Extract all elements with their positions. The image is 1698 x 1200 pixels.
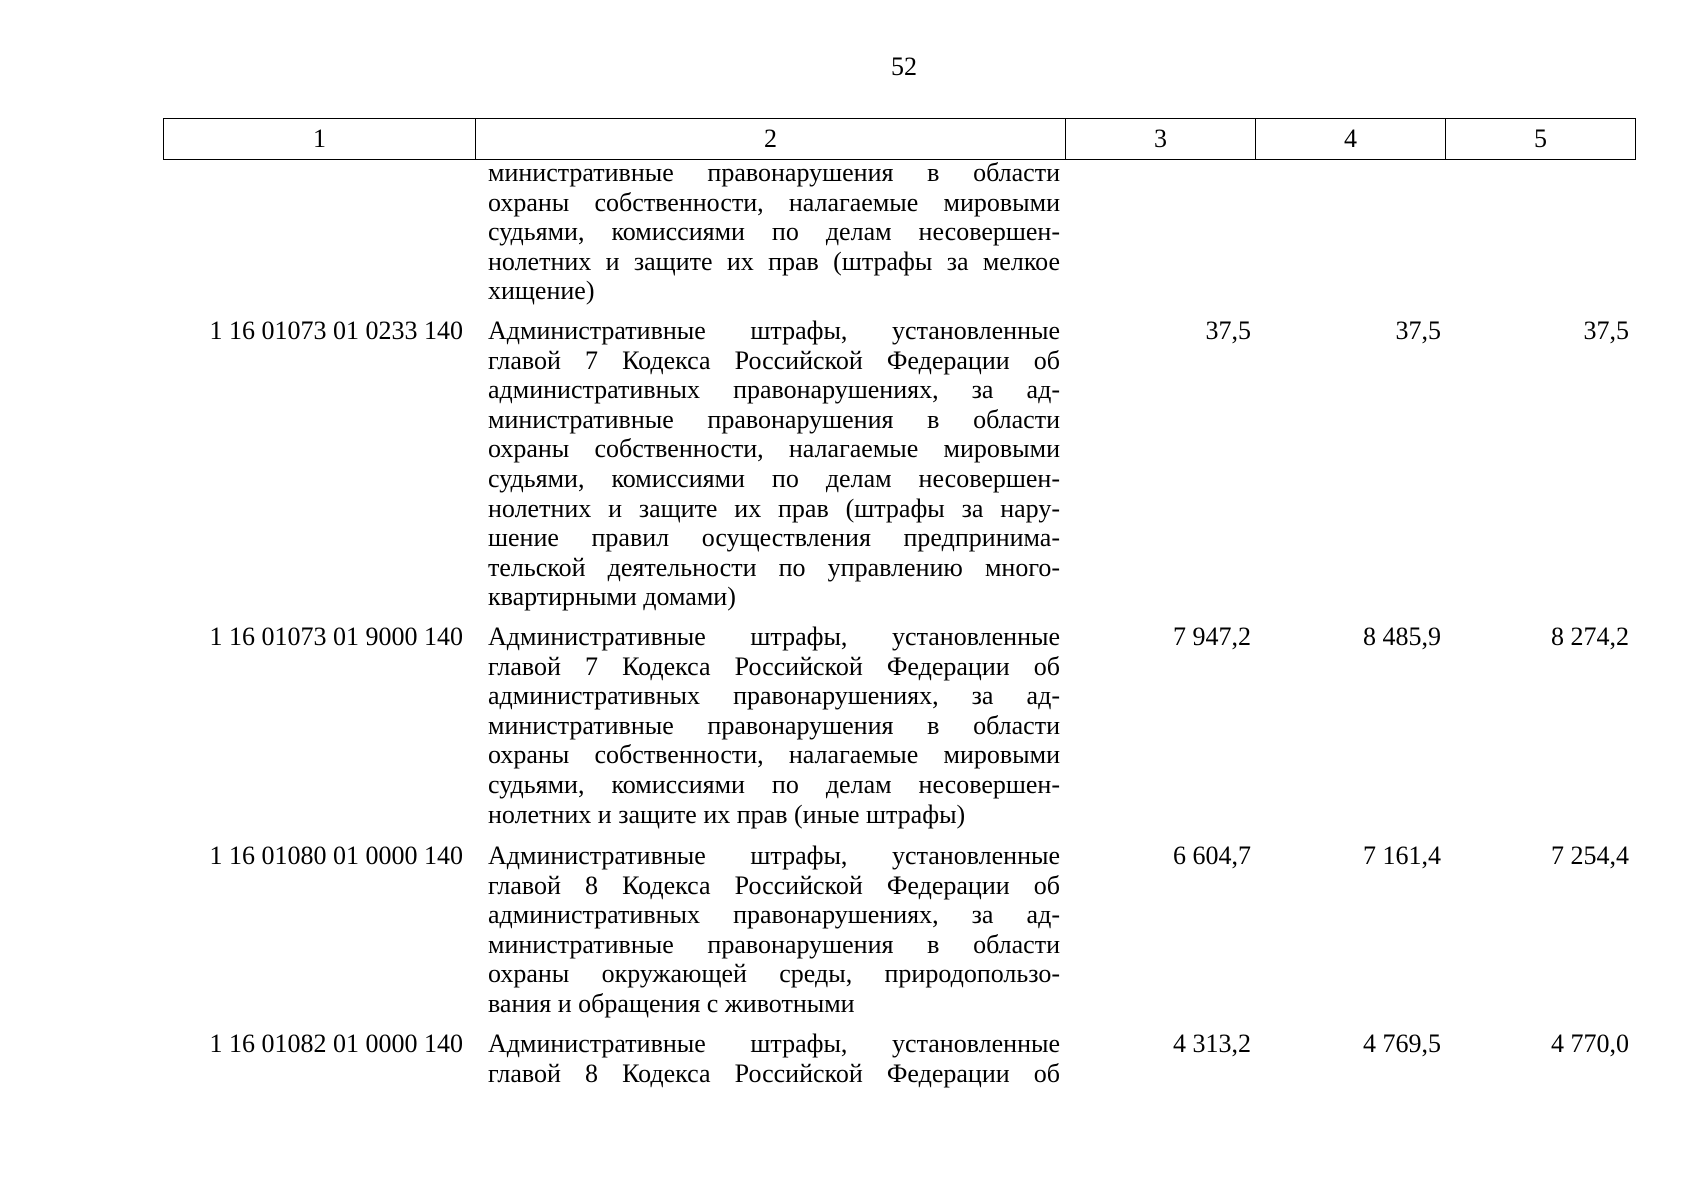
value-col-3: 4 313,2 — [1173, 1029, 1251, 1058]
value-col-3: 7 947,2 — [1173, 622, 1251, 651]
header-row — [164, 119, 1636, 160]
description-line: шение правил осуществления предпринима- — [488, 523, 1060, 553]
description-line: тельской деятельности по управлению много- — [488, 552, 1060, 582]
row-description — [488, 1029, 1060, 1088]
description-line: нолетних и защите их прав (иные штрафы) — [488, 799, 966, 829]
description-line: административных правонарушениях, за ад- — [488, 681, 1060, 711]
description-line: министративные правонарушения в области — [488, 158, 1060, 187]
description-line: охраны окружающей среды, природопользо- — [488, 959, 1060, 989]
page-number: 52 — [891, 52, 917, 81]
value-col-3: 37,5 — [1205, 316, 1251, 345]
description-line: административных правонарушениях, за ад- — [488, 375, 1060, 405]
row-description — [488, 841, 1060, 1019]
table-header — [163, 118, 1636, 160]
value-col-5: 4 770,0 — [1551, 1029, 1629, 1058]
column-header-3: 3 — [1066, 119, 1256, 160]
value-col-4: 7 161,4 — [1363, 841, 1441, 870]
description-line: Административные штрафы, установленные — [488, 841, 1060, 870]
description-line: главой 8 Кодекса Российской Федерации об — [488, 870, 1060, 900]
description-line: главой 7 Кодекса Российской Федерации об — [488, 345, 1060, 375]
description-line: административных правонарушениях, за ад- — [488, 900, 1060, 930]
row-description — [488, 316, 1060, 612]
value-col-4: 8 485,9 — [1363, 622, 1441, 651]
value-col-5: 37,5 — [1583, 316, 1629, 345]
description-line: нолетних и защите их прав (штрафы за нару- — [488, 493, 1060, 523]
description-line: Административные штрафы, установленные — [488, 622, 1060, 651]
description-line: квартирными домами) — [488, 582, 736, 612]
column-header-2: 2 — [476, 119, 1066, 160]
budget-code: 1 16 01073 01 0233 140 — [209, 316, 463, 345]
budget-code: 1 16 01082 01 0000 140 — [209, 1029, 463, 1058]
value-col-3: 6 604,7 — [1173, 841, 1251, 870]
continuation-description — [488, 158, 1060, 306]
description-line: Административные штрафы, установленные — [488, 1029, 1060, 1058]
description-line: судьями, комиссиями по делам несовершен- — [488, 217, 1060, 247]
value-col-5: 7 254,4 — [1551, 841, 1629, 870]
description-line: судьями, комиссиями по делам несовершен- — [488, 463, 1060, 493]
description-line: Административные штрафы, установленные — [488, 316, 1060, 345]
description-line: главой 8 Кодекса Российской Федерации об — [488, 1058, 1060, 1088]
description-line: министративные правонарушения в области — [488, 404, 1060, 434]
description-line: главой 7 Кодекса Российской Федерации об — [488, 651, 1060, 681]
description-line: судьями, комиссиями по делам несовершен- — [488, 769, 1060, 799]
column-header-1: 1 — [164, 119, 476, 160]
value-col-4: 4 769,5 — [1363, 1029, 1441, 1058]
budget-code: 1 16 01073 01 9000 140 — [209, 622, 463, 651]
description-line: охраны собственности, налагаемые мировыми — [488, 187, 1060, 217]
description-line: нолетних и защите их прав (штрафы за мелкое — [488, 246, 1060, 276]
budget-code: 1 16 01080 01 0000 140 — [209, 841, 463, 870]
description-line: охраны собственности, налагаемые мировыми — [488, 434, 1060, 464]
column-header-4: 4 — [1256, 119, 1446, 160]
value-col-4: 37,5 — [1395, 316, 1441, 345]
description-line: министративные правонарушения в области — [488, 710, 1060, 740]
column-header-5: 5 — [1446, 119, 1636, 160]
description-line: охраны собственности, налагаемые мировыми — [488, 740, 1060, 770]
description-line: вания и обращения с животными — [488, 988, 855, 1018]
description-line: хищение) — [488, 276, 595, 306]
description-line: министративные правонарушения в области — [488, 929, 1060, 959]
row-description — [488, 622, 1060, 829]
value-col-5: 8 274,2 — [1551, 622, 1629, 651]
